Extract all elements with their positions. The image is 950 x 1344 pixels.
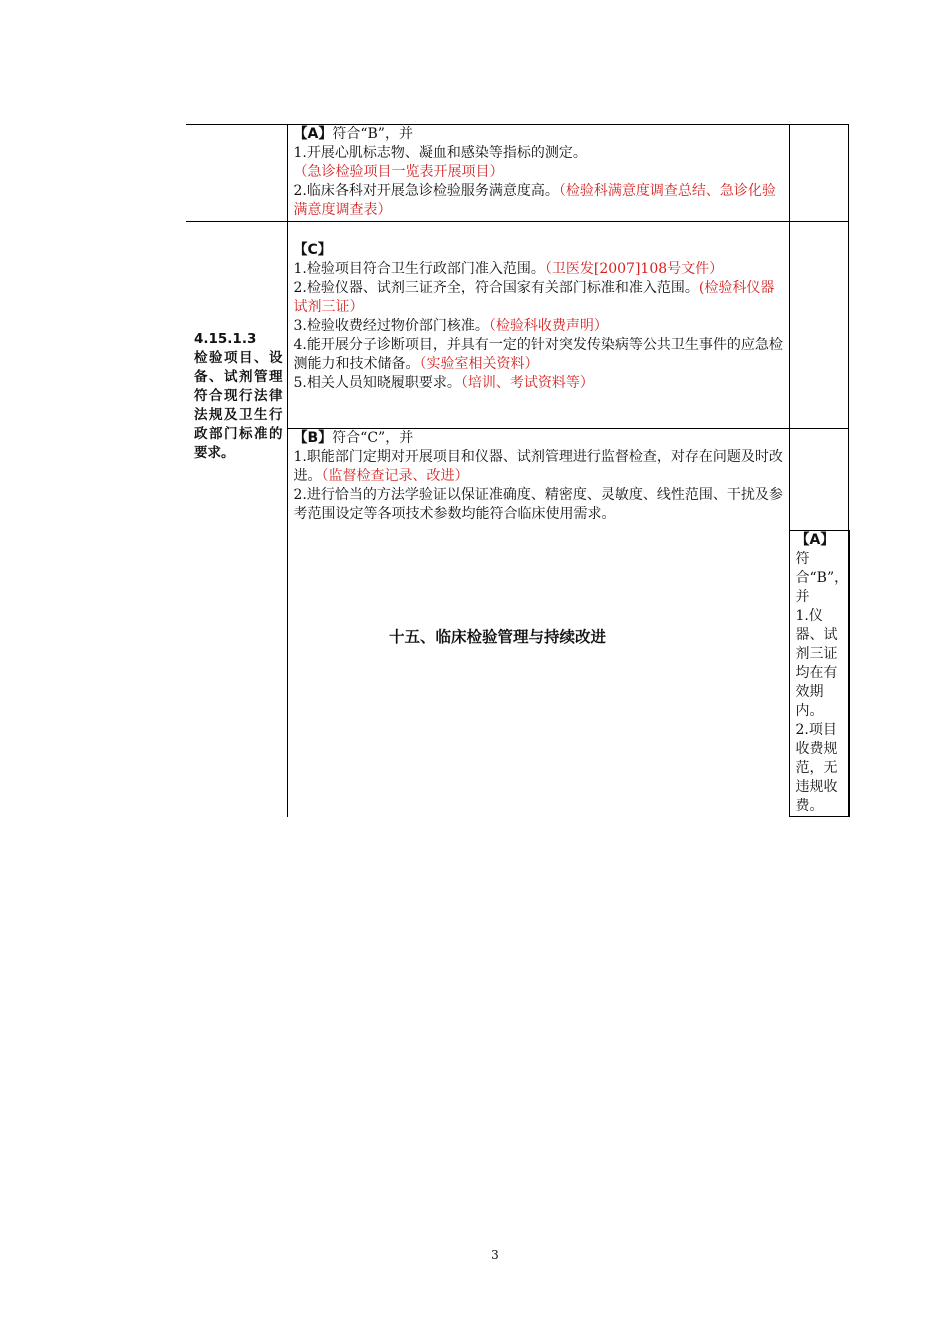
- level-tag: 【B】: [293, 430, 333, 446]
- criterion-text: 2.项目收费规范，无违规收费。: [795, 722, 838, 814]
- criterion-text: 2.临床各科对开展急诊检验服务满意度高。: [293, 183, 559, 199]
- standard-code: 4.15.1.3: [194, 331, 257, 347]
- criterion-text: 1.开展心肌标志物、凝血和感染等指标的测定。: [293, 145, 587, 161]
- table-row-a-previous: [186, 125, 850, 222]
- section-title: 十五、临床检验管理与持续改进: [388, 628, 606, 646]
- criterion-text: 1.职能部门定期对开展项目和仪器、试剂管理进行监督检查，对存在问题及时改进。: [293, 449, 783, 484]
- level-condition: 符合“B”，并: [795, 551, 849, 605]
- level-condition: 符合“C”，并: [332, 430, 414, 446]
- code-cell-empty: [186, 125, 287, 222]
- criterion-text: 2.进行恰当的方法学验证以保证准确度、精密度、灵敏度、线性范围、干扰及参考范围设定等各项技术参数均能符合临床使用需求。: [293, 487, 783, 522]
- criterion-text: 1.检验项目符合卫生行政部门准入范围。: [293, 261, 545, 277]
- standard-title: 检验项目、设备、试剂管理符合现行法律法规及卫生行政部门标准的要求。: [194, 350, 283, 461]
- table-row-c: [186, 222, 850, 429]
- score-cell: [789, 125, 848, 222]
- score-cell: [789, 429, 848, 531]
- criterion-text: 1.仪器、试剂三证均在有效期内。: [795, 608, 838, 719]
- evidence-text: （检验科收费声明）: [488, 318, 608, 334]
- level-tag: 【C】: [293, 242, 332, 258]
- criteria-cell: [287, 429, 789, 531]
- evidence-text: （卫医发[2007]108号文件）: [544, 261, 724, 277]
- level-tag: 【A】: [795, 532, 835, 548]
- standard-code-cell: [186, 222, 287, 817]
- criteria-cell: [789, 531, 848, 817]
- level-tag: 【A】: [293, 126, 333, 142]
- criterion-text: 3.检验收费经过物价部门核准。: [293, 318, 489, 334]
- criteria-cell: [287, 222, 789, 429]
- criterion-text: 4.能开展分子诊断项目，并具有一定的针对突发传染病等公共卫生事件的应急检测能力和技术储备。: [293, 337, 783, 372]
- evidence-text: （检验科满意度调查总结、急诊化验满意度调查表）: [293, 183, 776, 218]
- evidence-text: （实验室相关资料）: [419, 356, 539, 372]
- score-cell: [789, 222, 848, 429]
- criterion-text: 2.检验仪器、试剂三证齐全，符合国家有关部门标准和准入范围。: [293, 280, 699, 296]
- evidence-text: (检验科仪器试剂三证）: [293, 280, 775, 315]
- page-number: 3: [491, 1248, 499, 1262]
- criterion-text: 5.相关人员知晓履职要求。: [293, 375, 461, 391]
- level-condition: 符合“B”，并: [332, 126, 413, 142]
- criteria-cell: [287, 125, 789, 222]
- score-cell: [848, 531, 850, 817]
- evidence-text: （监督检查记录、改进）: [321, 468, 469, 484]
- standards-table: [186, 124, 850, 817]
- evidence-text: （急诊检验项目一览表开展项目）: [293, 164, 504, 180]
- code-cell-continued: [287, 531, 789, 817]
- evidence-text: （培训、考试资料等）: [460, 375, 594, 391]
